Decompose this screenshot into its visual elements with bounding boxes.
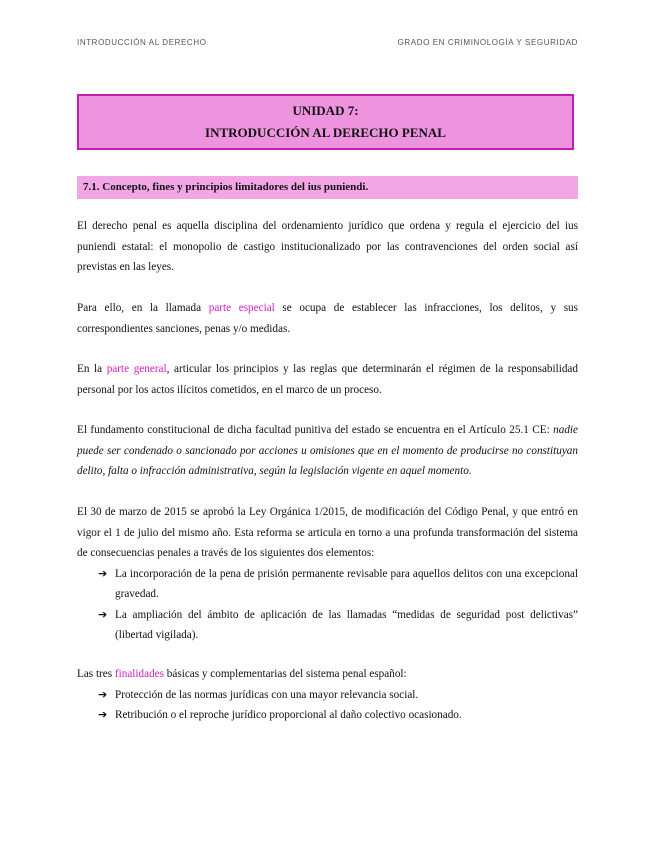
- arrow-bullet-icon: ➔: [98, 687, 108, 701]
- list-item-text: La ampliación del ámbito de aplicación de las llamadas “medidas de seguridad post delictivas” (libertad vigilada).: [115, 608, 578, 641]
- text-run: En la: [77, 363, 107, 375]
- running-header: [77, 38, 578, 47]
- constitution-quote: nadie puede ser condenado o sancionado por acciones u omisiones que en el momento de producirse no constituyan delito, falta o infracción administrativa, según la legislación vigente en aquel momento.: [77, 424, 578, 477]
- list-item: [77, 564, 578, 605]
- text-run: se ocupa de establecer las infracciones, los delitos, y sus correspondientes sanciones, penas y/o medidas.: [77, 302, 578, 335]
- paragraph-parte-especial: [77, 298, 578, 339]
- highlight-term: parte especial: [208, 302, 275, 314]
- unit-title-box: [77, 94, 574, 150]
- list-item: [77, 605, 578, 646]
- highlight-term: finalidades: [114, 668, 164, 680]
- paragraph-fundamento-constitucional: [77, 420, 578, 482]
- text-run: El fundamento constitucional de dicha facultad punitiva del estado se encuentra en el Artículo 25.1 CE:: [77, 424, 554, 436]
- paragraph-text: El 30 de marzo de 2015 se aprobó la Ley Orgánica 1/2015, de modificación del Código Penal, y que entró en vigor el 1 de julio del mismo año. Esta reforma se articula en torno a una profunda transformación del sistema de consecuencias penales a través de los siguientes dos elementos:: [77, 506, 578, 559]
- unit-title: INTRODUCCIÓN AL DERECHO PENAL: [205, 125, 446, 140]
- unit-number: UNIDAD 7:: [292, 103, 359, 118]
- list-item-text: Protección de las normas jurídicas con una mayor relevancia social.: [115, 688, 419, 701]
- paragraph-text: [77, 664, 578, 685]
- list-item-text: Retribución o el reproche jurídico proporcional al daño colectivo ocasionado.: [115, 709, 462, 721]
- paragraph-parte-general: [77, 359, 578, 400]
- text-run: , articular los principios y las reglas que determinarán el régimen de la responsabilidad personal por los actos ilícitos cometidos, en el marco de un proceso.: [77, 363, 578, 396]
- list-item: [77, 685, 578, 706]
- paragraph-definition: [77, 216, 578, 278]
- paragraph-finalidades: [77, 664, 578, 726]
- header-degree-title: GRADO EN CRIMINOLOGÍA Y SEGURIDAD: [397, 38, 578, 47]
- paragraph-text: El derecho penal es aquella disciplina del ordenamiento jurídico que ordena y regula el ejercicio del ius puniendi estatal: el monopolio de castigo institucionalizado por las contravenciones del orden social así previstas en las leyes.: [77, 220, 578, 273]
- finalidades-list: [77, 685, 578, 726]
- text-run: Las tres: [77, 668, 115, 680]
- list-item-text: La incorporación de la pena de prisión permanente revisable para aquellos delitos con una excepcional gravedad.: [115, 567, 578, 600]
- header-course-title: INTRODUCCIÓN AL DERECHO: [77, 38, 207, 47]
- arrow-bullet-icon: ➔: [98, 566, 108, 580]
- arrow-bullet-icon: ➔: [98, 607, 108, 621]
- text-run: Para ello, en la llamada: [77, 302, 209, 314]
- reform-elements-list: [77, 564, 578, 646]
- section-heading: 7.1. Concepto, fines y principios limitadores del ius puniendi.: [77, 176, 578, 199]
- text-run: básicas y complementarias del sistema penal español:: [164, 668, 407, 680]
- paragraph-reforma-2015: [77, 502, 578, 646]
- paragraph-text: [77, 359, 578, 400]
- list-item: [77, 705, 578, 726]
- paragraph-text: [77, 420, 578, 482]
- highlight-term: parte general: [106, 363, 167, 375]
- arrow-bullet-icon: ➔: [98, 708, 108, 721]
- paragraph-text: [77, 298, 578, 339]
